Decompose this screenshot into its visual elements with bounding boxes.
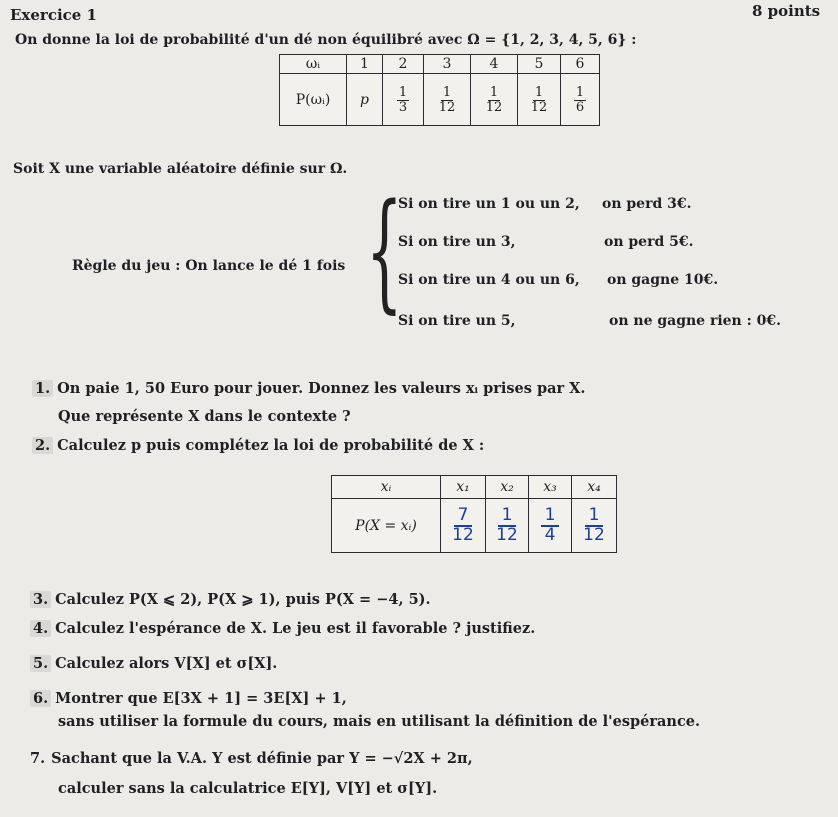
question-2: 2. Calculez p puis complétez la loi de probabilité de X : [32,437,484,454]
rule-outcome: on ne gagne rien : 0€. [609,313,782,329]
points-label: 8 points [752,2,821,20]
handwritten-answer: $\frac{1}{12}$ [486,499,529,553]
rule-condition: Si on tire un 3, [398,234,516,250]
rule-condition: Si on tire un 4 ou un 6, [398,272,580,288]
rule-condition: Si on tire un 1 ou un 2, [398,196,580,212]
x-probability-table [331,475,617,553]
outcome-cell: 3 [424,55,471,74]
game-rule-label: Règle du jeu : On lance le dé 1 fois [72,258,346,274]
value-header: x₃ [529,476,572,499]
rule-condition: Si on tire un 5, [398,313,516,329]
outcome-cell: 1 [347,55,383,74]
rule-outcome: on perd 3€. [602,196,692,212]
outcome-cell: 2 [383,55,424,74]
handwritten-answer: $\frac{1}{4}$ [529,499,572,553]
outcome-cell: 6 [561,55,600,74]
probability-cell: $\frac{1}{3}$ [383,74,424,126]
table-row-label: ωᵢ [280,55,347,74]
probability-table [279,54,600,126]
value-header: x₄ [572,476,617,499]
question-1-followup: Que représente X dans le contexte ? [58,408,351,425]
curly-brace: { [366,177,403,326]
question-5: 5. Calculez alors V[X] et σ[X]. [30,655,277,672]
question-7-followup: calculer sans la calculatrice E[Y], V[Y] et σ[Y]. [58,780,438,797]
question-3: 3. Calculez P(X ⩽ 2), P(X ⩾ 1), puis P(X = −4, 5). [30,591,431,608]
probability-cell: $\frac{1}{12}$ [424,74,471,126]
question-7: 7. Sachant que la V.A. Y est définie par Y = −√2X + 2π, [30,750,473,767]
probability-cell: $\frac{1}{12}$ [471,74,518,126]
probability-cell: p [347,74,383,126]
table-row-label: xᵢ [332,476,441,499]
outcome-cell: 5 [518,55,561,74]
rule-outcome: on gagne 10€. [607,272,719,288]
table-row-label: P(X = xᵢ) [332,499,441,553]
question-4: 4. Calculez l'espérance de X. Le jeu est il favorable ? justifiez. [30,620,535,637]
value-header: x₁ [441,476,486,499]
question-6-followup: sans utiliser la formule du cours, mais en utilisant la définition de l'espérance. [58,713,701,730]
probability-cell: $\frac{1}{6}$ [561,74,600,126]
question-1: 1. On paie 1, 50 Euro pour jouer. Donnez les valeurs xᵢ prises par X. [32,380,585,397]
probability-cell: $\frac{1}{12}$ [518,74,561,126]
handwritten-answer: $\frac{1}{12}$ [572,499,617,553]
rule-outcome: on perd 5€. [604,234,694,250]
question-6: 6. Montrer que E[3X + 1] = 3E[X] + 1, [30,690,347,707]
random-variable-definition: Soit X une variable aléatoire définie sur Ω. [13,161,348,177]
exercise-title: Exercice 1 [10,6,97,24]
outcome-cell: 4 [471,55,518,74]
value-header: x₂ [486,476,529,499]
intro-text: On donne la loi de probabilité d'un dé non équilibré avec Ω = {1, 2, 3, 4, 5, 6} : [15,32,637,48]
handwritten-answer: $\frac{7}{12}$ [441,499,486,553]
table-row-label: P(ωᵢ) [280,74,347,126]
